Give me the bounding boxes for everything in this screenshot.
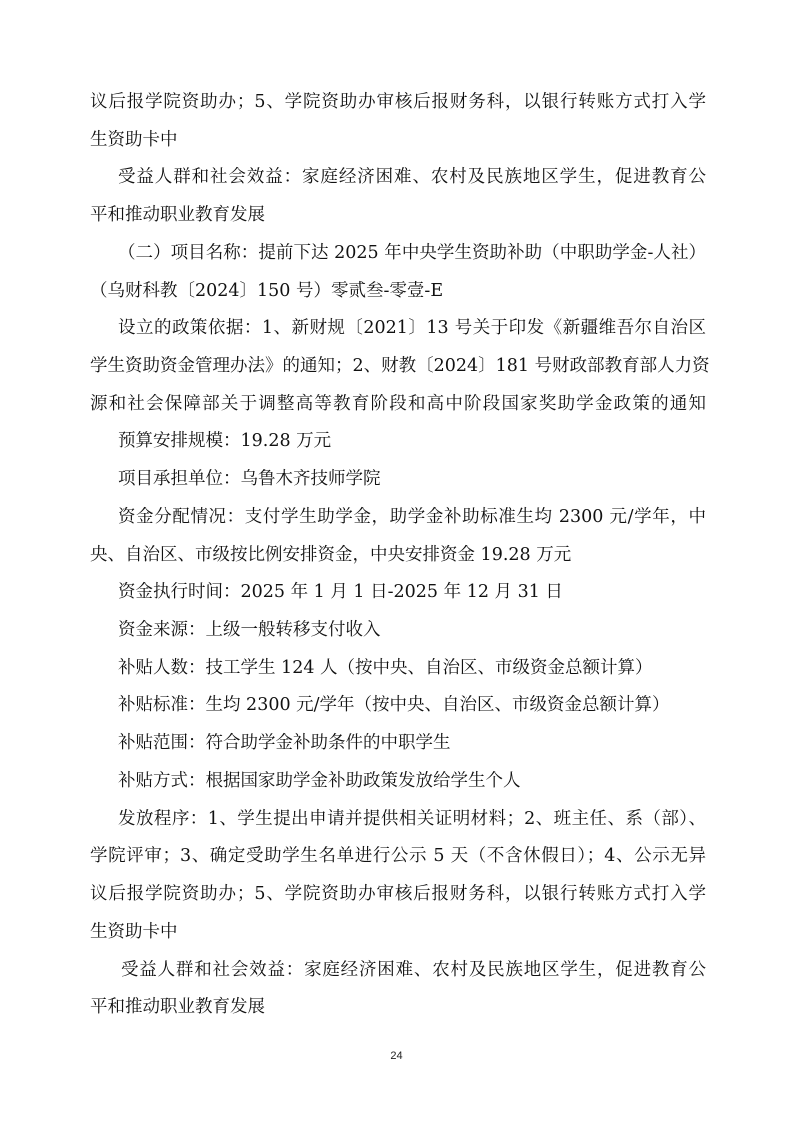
paragraph-text: 央、自治区、市级按比例安排资金，中央安排资金 19.28 万元: [90, 545, 572, 565]
paragraph-text: 补贴方式：根据国家助学金补助政策发放给学生个人: [118, 771, 521, 791]
paragraph-text: 受益人群和社会效益：家庭经济困难、农村及民族地区学生，促进教育公: [121, 960, 706, 980]
paragraph-text: 发放程序：1、学生提出申请并提供相关证明材料；2、班主任、系（部）、: [118, 809, 706, 829]
paragraph-text: 补贴范围：符合助学金补助条件的中职学生: [118, 733, 451, 753]
paragraph-text: 受益人群和社会效益：家庭经济困难、农村及民族地区学生，促进教育公: [118, 167, 706, 187]
paragraph-text: 预算安排规模：19.28 万元: [118, 431, 332, 451]
paragraph-text: 生资助卡中: [90, 922, 178, 942]
paragraph-text: 议后报学院资助办；5、学院资助办审核后报财务科，以银行转账方式打入学: [90, 92, 706, 112]
paragraph-text: 项目承担单位：乌鲁木齐技师学院: [118, 469, 381, 489]
paragraph-text: 学生资助资金管理办法》的通知；2、财教〔2024〕181 号财政部教育部人力资: [90, 356, 710, 376]
paragraph-text: 平和推动职业教育发展: [90, 997, 265, 1017]
paragraph-text: 议后报学院资助办；5、学院资助办审核后报财务科，以银行转账方式打入学: [90, 884, 706, 904]
page-number: 24: [390, 1050, 403, 1062]
paragraph-text: 学院评审；3、确定受助学生名单进行公示 5 天（不含休假日）；4、公示无异: [90, 846, 706, 866]
section-heading: （二）项目名称：提前下达 2025 年中央学生资助补助（中职助学金-人社）: [118, 243, 706, 263]
paragraph-text: 平和推动职业教育发展: [90, 205, 265, 225]
section-heading: （乌财科教〔2024〕150 号）零贰叁-零壹-E: [90, 281, 444, 301]
paragraph-text: 资金分配情况：支付学生助学金，助学金补助标准生均 2300 元/学年，中: [118, 507, 706, 527]
paragraph-text: 源和社会保障部关于调整高等教育阶段和高中阶段国家奖助学金政策的通知: [90, 394, 706, 414]
paragraph-text: 补贴人数：技工学生 124 人（按中央、自治区、市级资金总额计算）: [118, 658, 653, 678]
paragraph-text: 设立的政策依据：1、新财规〔2021〕13 号关于印发《新疆维吾尔自治区: [118, 318, 706, 338]
paragraph-text: 补贴标准：生均 2300 元/学年（按中央、自治区、市级资金总额计算）: [118, 695, 670, 715]
paragraph-text: 资金执行时间：2025 年 1 月 1 日-2025 年 12 月 31 日: [118, 582, 563, 602]
paragraph-text: 资金来源：上级一般转移支付收入: [118, 620, 381, 640]
paragraph-text: 生资助卡中: [90, 130, 178, 150]
